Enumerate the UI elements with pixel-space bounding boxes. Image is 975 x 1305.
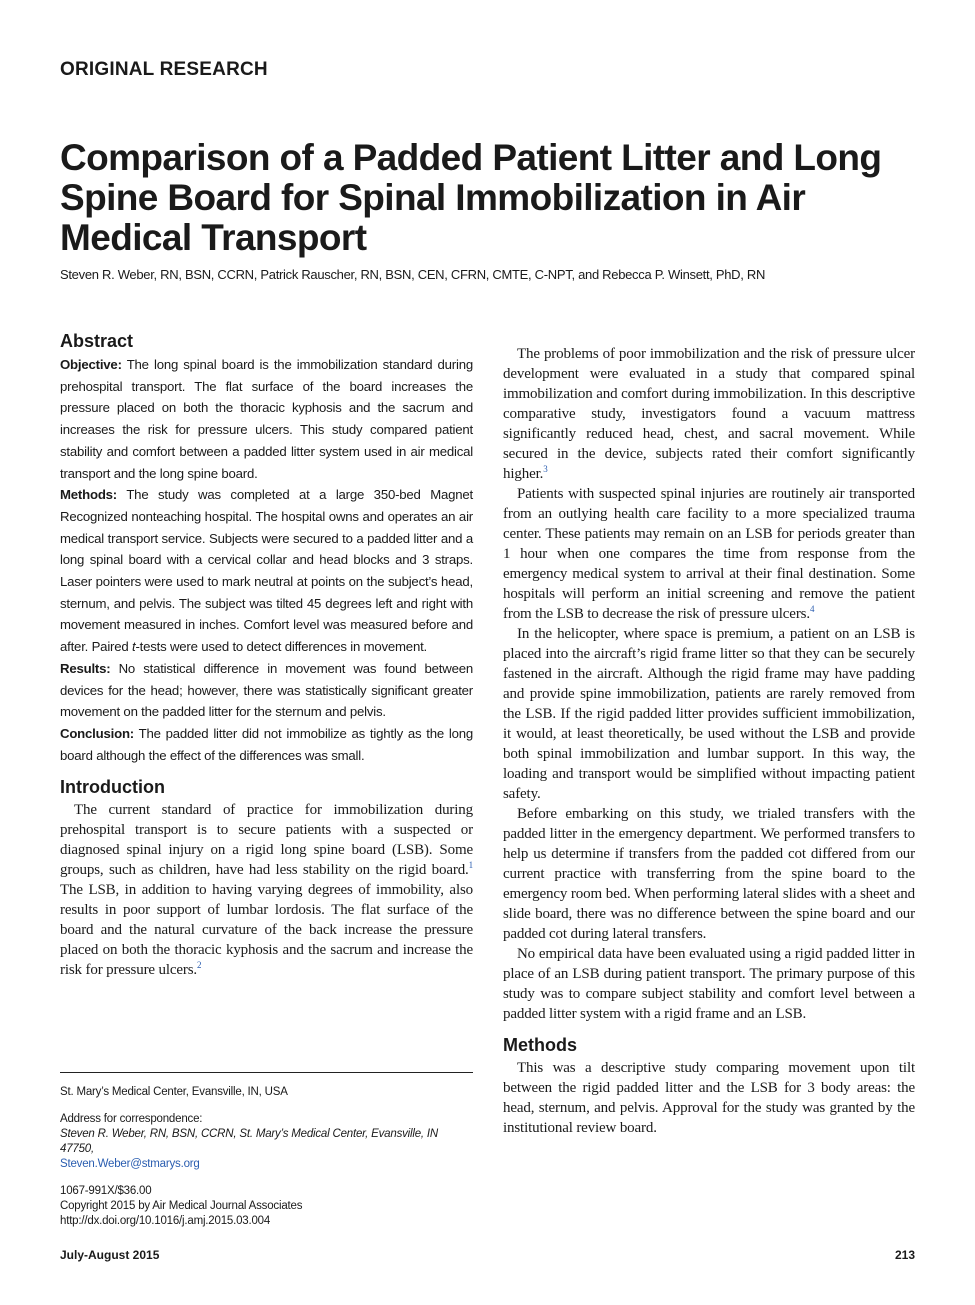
right-p2-text: Patients with suspected spinal injuries are routinely air transported from an outlying health care facility to a more specialized trauma center. These patients may remain on an LSB for periods greater than 1 hour when one compares the time from response from the emergency medical system to arrival at their final destination. Some hospitals will perform an initial screening and remove the patient from the LSB to decrease the risk of pressure ulcers. — [503, 486, 915, 622]
citation-3[interactable]: 3 — [543, 464, 548, 474]
abstract-methods — [60, 484, 473, 658]
conclusion-label: Conclusion: — [60, 725, 134, 741]
page-number: 213 — [894, 1248, 915, 1262]
citation-2[interactable]: 2 — [197, 960, 202, 971]
results-text: No statistical difference in movement was found between devices for the head; however, there was statistically significant greater movement on the padded litter for the sternum and pelvis. — [60, 660, 473, 720]
footer-issue: July-August 2015 — [60, 1248, 160, 1262]
right-paragraph-5: No empirical data have been evaluated using a rigid padded litter in place of an LSB during patient transport. The primary purpose of this study was to compare subject stability and comfort level between a padded litter system with a rigid frame and an LSB. — [503, 946, 915, 1022]
correspondence-label: Address for correspondence: — [60, 1113, 203, 1125]
abstract-conclusion — [60, 723, 473, 766]
abstract-objective — [60, 354, 473, 484]
copyright: Copyright 2015 by Air Medical Journal Associates — [60, 1200, 303, 1212]
methods-text-end: -tests were used to detect differences in movement. — [135, 639, 428, 655]
introduction-heading: Introduction — [60, 777, 165, 798]
right-paragraph-1 — [503, 344, 915, 484]
doi-link[interactable]: http://dx.doi.org/10.1016/j.amj.2015.03.004 — [60, 1215, 271, 1227]
right-p1-text: The problems of poor immobilization and the risk of pressure ulcer development were evaluated in a study that compared spinal immobilization and comfort during immobilization. In this descriptive comparative study, investigators found a vacuum mattress significantly reduced head, chest, and sacral movement. While secured in the device, subjects rated their comfort significantly higher. — [503, 346, 915, 482]
t-test-symbol: t — [131, 639, 136, 655]
correspondence-address: Steven R. Weber, RN, BSN, CCRN, St. Mary’s Medical Center, Evansville, IN 47750, — [60, 1128, 439, 1155]
intro-text-a: The current standard of practice for immobilization during prehospital transport is to secure patients with a suspected or diagnosed spinal injury on a rigid long spine board (LSB). Some groups, such as children, have had less stability on the rigid board. — [60, 802, 473, 879]
affiliation: St. Mary’s Medical Center, Evansville, IN, USA — [60, 1086, 288, 1098]
abstract-heading: Abstract — [60, 331, 134, 351]
right-column — [503, 344, 915, 1138]
conclusion-text: The padded litter did not immobilize as tightly as the long board although the effect of the differences was small. — [60, 725, 473, 763]
results-label: Results: — [60, 660, 111, 676]
email-link[interactable]: Steven.Weber@stmarys.org — [60, 1158, 200, 1170]
methods-paragraph: This was a descriptive study comparing movement upon tilt between the rigid padded litter and the LSB for 3 body areas: the head, sternum, and pelvis. Approval for the study was granted by the institutional review board. — [503, 1060, 915, 1136]
objective-text: The long spinal board is the immobilization standard during prehospital transport. The flat surface of the board increases the pressure placed on both the thoracic kyphosis and the sacrum and increases the risk for pressure ulcers. This study compared patient stability and comfort between a padded litter system used in air medical transport and the long spine board. — [60, 357, 473, 481]
author-list: Steven R. Weber, RN, BSN, CCRN, Patrick Rauscher, RN, BSN, CEN, CFRN, CMTE, C-NPT, and Rebecca P. Winsett, PhD, RN — [60, 267, 766, 282]
left-column — [60, 330, 473, 980]
section-label: ORIGINAL RESEARCH — [60, 59, 268, 80]
footnotes — [60, 1072, 473, 1229]
abstract-results — [60, 658, 473, 723]
methods-label: Methods: — [60, 487, 118, 503]
methods-text: The study was completed at a large 350-bed Magnet Recognized nonteaching hospital. The hospital owns and operates an air medical transport service. Subjects were secured to a padded litter and a long spinal board with a cervical collar and head blocks and 3 straps. Laser pointers were used to mark neutral at points on the subject’s head, sternum, and pelvis. The subject was tilted 45 degrees left and right with movement measured in inches. Comfort level was measured before and after. Paired — [60, 487, 474, 655]
right-paragraph-3: In the helicopter, where space is premium, a patient on an LSB is placed into the aircraft’s rigid frame litter so that they can be securely fastened in the aircraft. Although the rigid frame may have padding and provide spine immobilization, patients are rarely removed from the LSB. If the rigid padded litter provides sufficient immobilization, it would, at least theoretically, be used without the LSB and provide both spinal immobilization and lumbar support. In this way, the loading and transport would be simplified without impacting patient safety. — [503, 626, 915, 802]
right-paragraph-2 — [503, 484, 915, 624]
right-paragraph-4: Before embarking on this study, we trialed transfers with the padded litter in the emergency department. We performed transfers to help us determine if transfers from the padded cot differed from our current practice with transferring from the spine board to the emergency room bed. When performing lateral slides with a sheet and slide board, there was no difference between the spine board and our padded cot during lateral transfers. — [503, 806, 915, 942]
article-title: Comparison of a Padded Patient Litter and Long Spine Board for Spinal Immobilization in Air Medical Transport — [60, 137, 882, 258]
methods-heading: Methods — [503, 1035, 577, 1055]
objective-label: Objective: — [60, 357, 122, 372]
introduction-paragraph — [60, 800, 473, 980]
citation-4[interactable]: 4 — [809, 604, 815, 614]
citation-1[interactable]: 1 — [468, 860, 473, 871]
intro-text-b: The LSB, in addition to having varying degrees of immobility, also results in poor support of lumbar lordosis. The flat surface of the board and the natural curvature of the back increase the pressure placed on both the thoracic kyphosis and the sacrum and increase the risk for pressure ulcers. — [60, 882, 473, 979]
issn: 1067-991X/$36.00 — [60, 1185, 152, 1197]
